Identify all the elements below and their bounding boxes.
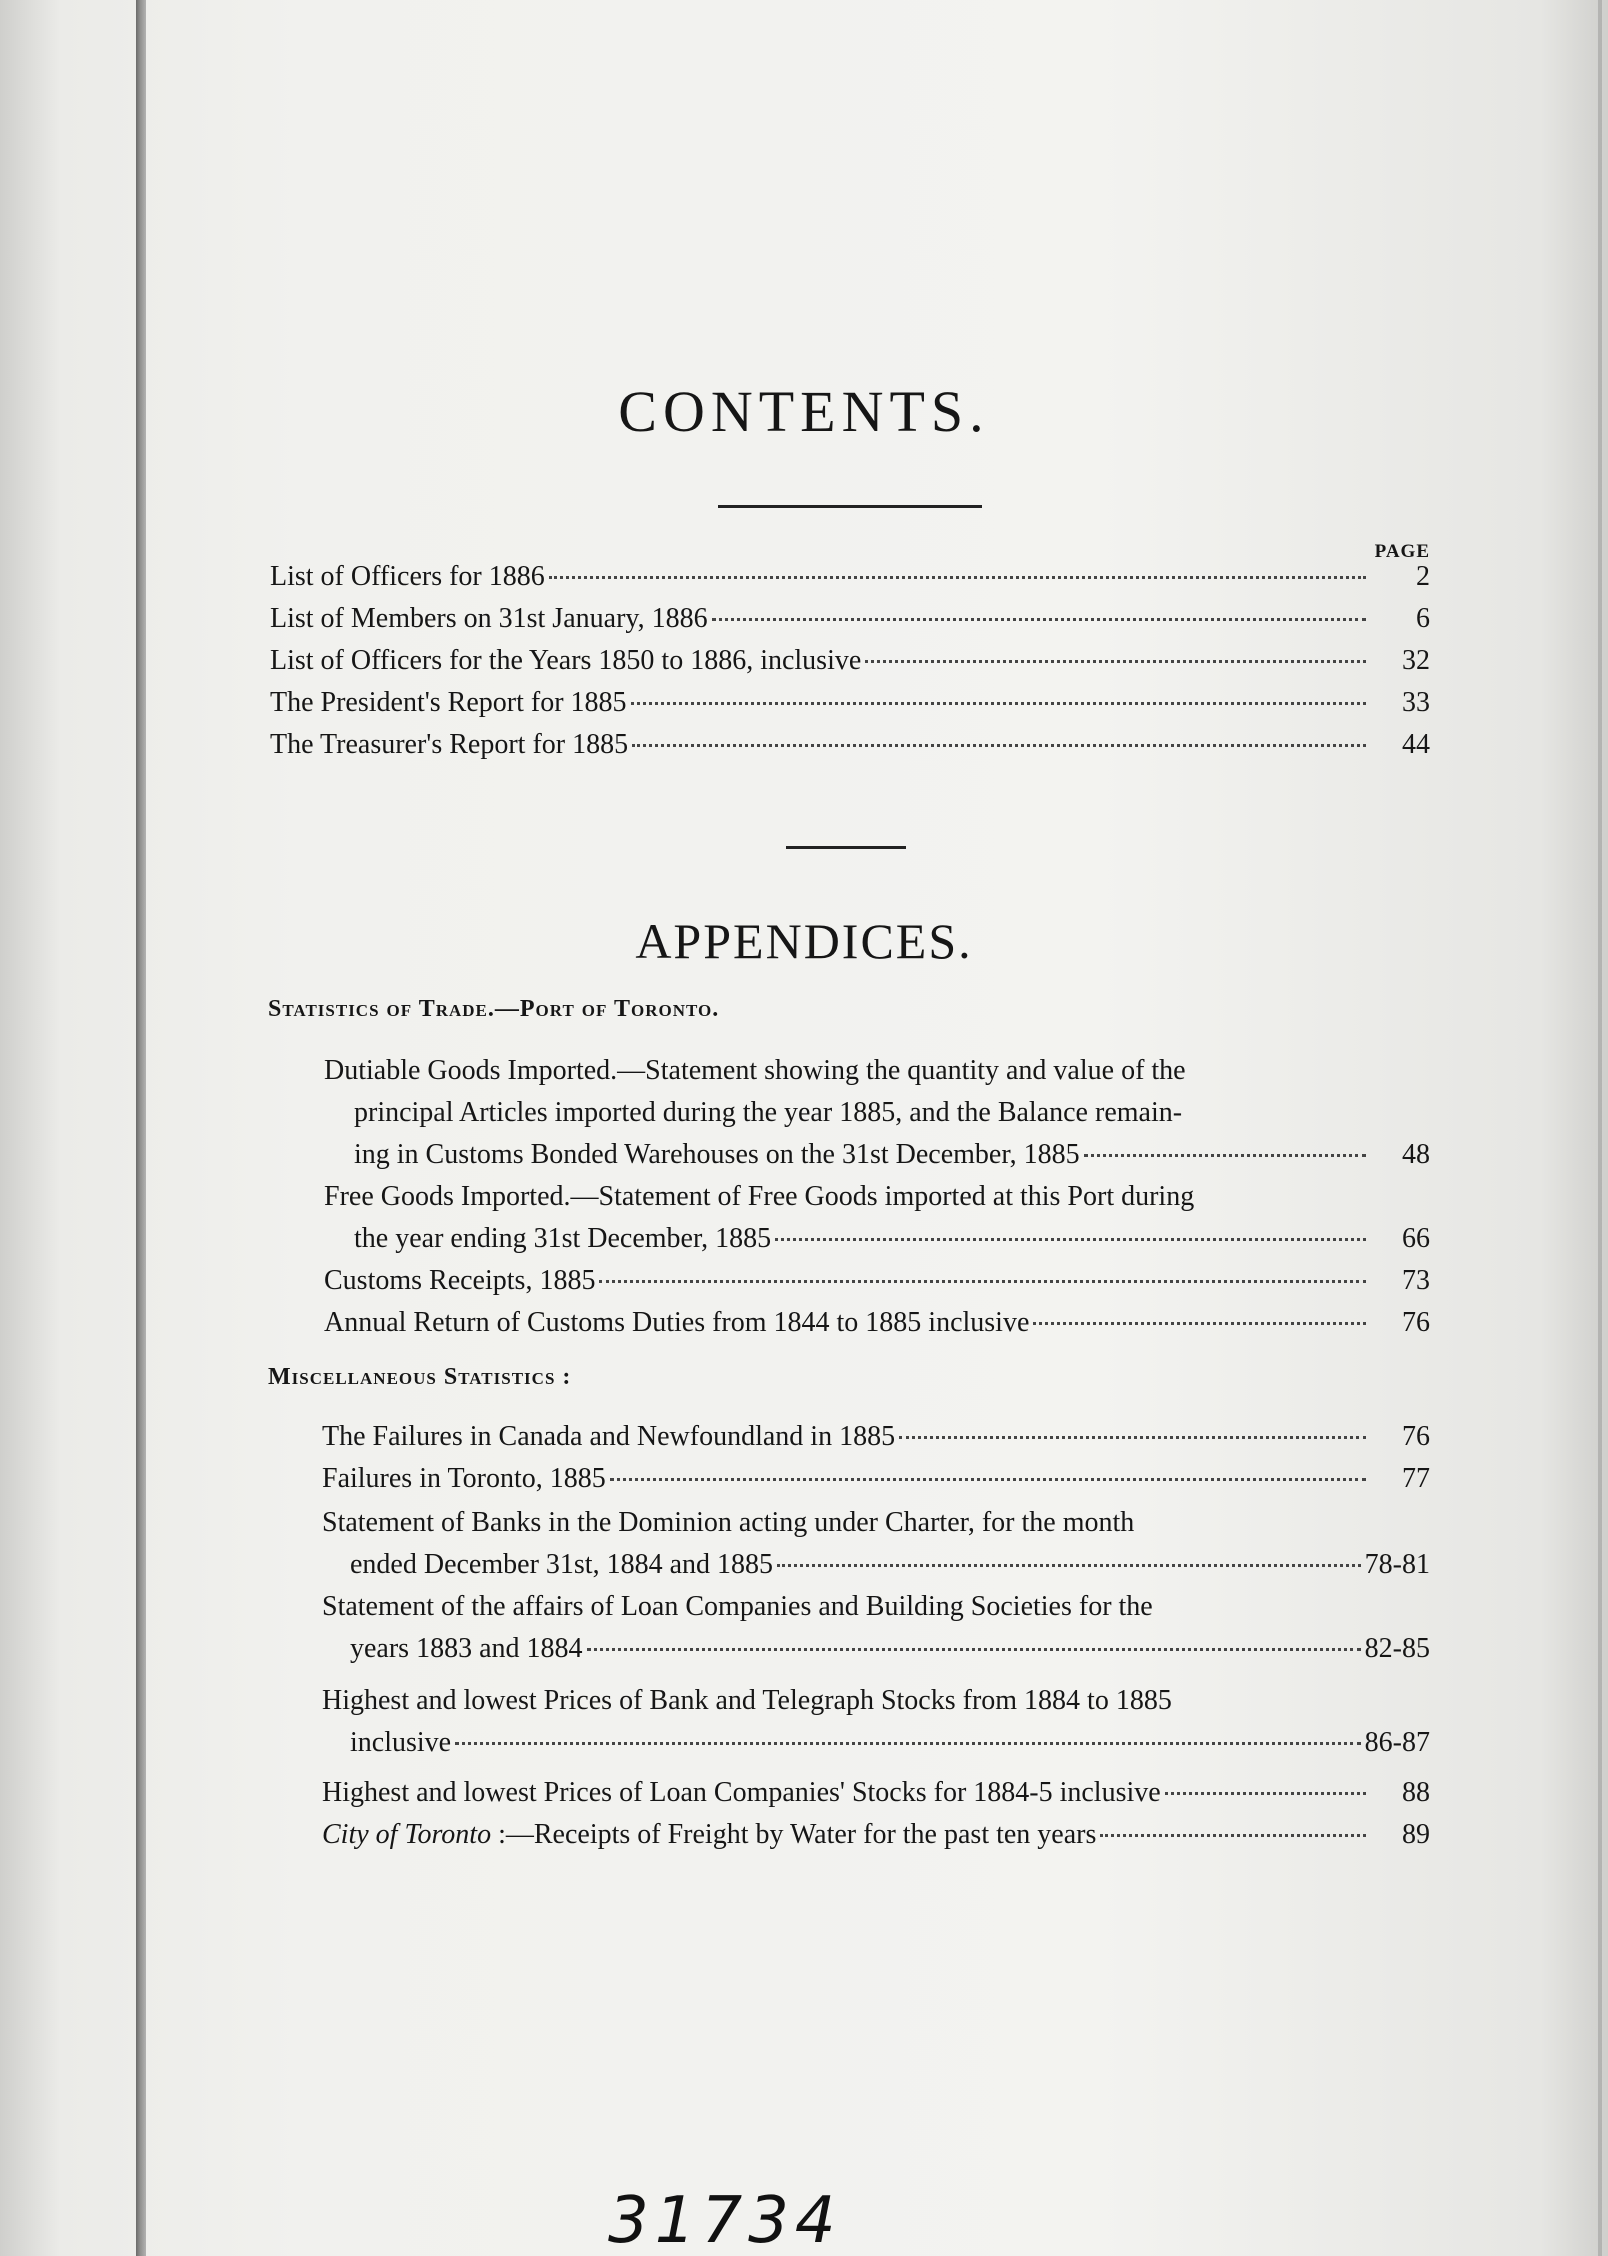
entry-text: ended December 31st, 1884 and 1885 bbox=[350, 1549, 773, 1580]
appendix-entry bbox=[322, 1814, 1430, 1856]
entry-page: 66 bbox=[1402, 1223, 1430, 1254]
entry-page: 33 bbox=[1402, 687, 1430, 718]
entry-label: List of Officers for the Years 1850 to 1886, inclusive bbox=[270, 645, 862, 676]
entry-page: 32 bbox=[1402, 645, 1430, 676]
section-heading: Statistics of Trade.—Port of Toronto. bbox=[268, 996, 720, 1022]
appendix-entry bbox=[322, 1680, 1430, 1764]
entry-italic-prefix: City of Toronto bbox=[322, 1819, 492, 1850]
leader-dots bbox=[549, 576, 1366, 579]
page-column-header: PAGE bbox=[1374, 541, 1430, 562]
entry-label: List of Members on 31st January, 1886 bbox=[270, 603, 708, 634]
binding-edge bbox=[136, 0, 146, 2256]
entry-text: Customs Receipts, 1885 bbox=[324, 1265, 596, 1296]
leader-dots bbox=[775, 1238, 1366, 1241]
handwritten-accession-number: 31734 bbox=[608, 2184, 842, 2256]
leader-dots bbox=[599, 1280, 1366, 1283]
entry-page: 82-85 bbox=[1364, 1633, 1430, 1664]
entry-page: 48 bbox=[1402, 1139, 1430, 1170]
contents-entry bbox=[270, 682, 1430, 724]
entry-label: The Treasurer's Report for 1885 bbox=[270, 729, 629, 760]
leader-dots bbox=[631, 702, 1366, 705]
entry-label: The President's Report for 1885 bbox=[270, 687, 627, 718]
entry-page: 89 bbox=[1402, 1819, 1430, 1850]
entry-text: inclusive bbox=[350, 1727, 452, 1758]
leader-dots bbox=[1084, 1154, 1366, 1157]
entry-text: Statement of the affairs of Loan Companies and Building Societies for the bbox=[322, 1591, 1153, 1622]
contents-entry bbox=[270, 640, 1430, 682]
entry-text: :—Receipts of Freight by Water for the past ten years bbox=[498, 1819, 1097, 1850]
entry-page: 88 bbox=[1402, 1777, 1430, 1808]
entry-page: 76 bbox=[1402, 1307, 1430, 1338]
contents-entry bbox=[270, 556, 1430, 598]
entry-page: 44 bbox=[1402, 729, 1430, 760]
page-edge bbox=[1598, 0, 1602, 2256]
appendices-title: APPENDICES. bbox=[635, 913, 973, 969]
appendix-entry bbox=[322, 1458, 1430, 1500]
appendix-entry bbox=[322, 1416, 1430, 1458]
entry-text: the year ending 31st December, 1885 bbox=[354, 1223, 772, 1254]
entry-text: Failures in Toronto, 1885 bbox=[322, 1463, 606, 1494]
entry-text: ing in Customs Bonded Warehouses on the 31st December, 1885 bbox=[354, 1139, 1080, 1170]
appendix-entry bbox=[322, 1586, 1430, 1670]
appendix-entry bbox=[324, 1176, 1430, 1260]
title-rule bbox=[718, 505, 982, 508]
appendix-entry bbox=[324, 1050, 1430, 1176]
leader-dots bbox=[610, 1478, 1366, 1481]
entry-text: Highest and lowest Prices of Loan Companies' Stocks for 1884-5 inclusive bbox=[322, 1777, 1161, 1808]
section-rule bbox=[786, 846, 906, 849]
leader-dots bbox=[587, 1648, 1361, 1651]
entry-page: 86-87 bbox=[1364, 1727, 1430, 1758]
entry-text: Annual Return of Customs Duties from 1844 to 1885 inclusive bbox=[324, 1307, 1030, 1338]
entry-label: List of Officers for 1886 bbox=[270, 561, 545, 592]
leader-dots bbox=[712, 618, 1366, 621]
leader-dots bbox=[1033, 1322, 1366, 1325]
contents-title: CONTENTS. bbox=[618, 379, 990, 444]
entry-text: Highest and lowest Prices of Bank and Telegraph Stocks from 1884 to 1885 bbox=[322, 1685, 1172, 1716]
section-heading: Miscellaneous Statistics : bbox=[268, 1364, 572, 1390]
contents-entry bbox=[270, 724, 1430, 766]
leader-dots bbox=[777, 1564, 1361, 1567]
entry-page: 77 bbox=[1402, 1463, 1430, 1494]
entry-text: years 1883 and 1884 bbox=[350, 1633, 583, 1664]
entry-text: Statement of Banks in the Dominion acting under Charter, for the month bbox=[322, 1507, 1135, 1538]
leader-dots bbox=[1165, 1792, 1366, 1795]
entry-page: 2 bbox=[1416, 561, 1430, 592]
entry-text: The Failures in Canada and Newfoundland in 1885 bbox=[322, 1421, 896, 1452]
appendix-entry bbox=[322, 1502, 1430, 1586]
appendix-entry bbox=[324, 1260, 1430, 1302]
entry-page: 73 bbox=[1402, 1265, 1430, 1296]
leader-dots bbox=[1100, 1834, 1366, 1837]
entry-text: Dutiable Goods Imported.—Statement showing the quantity and value of the bbox=[324, 1055, 1186, 1086]
leader-dots bbox=[865, 660, 1366, 663]
entry-page: 76 bbox=[1402, 1421, 1430, 1452]
entry-text: Free Goods Imported.—Statement of Free Goods imported at this Port during bbox=[324, 1181, 1195, 1212]
leader-dots bbox=[899, 1436, 1366, 1439]
contents-entry bbox=[270, 598, 1430, 640]
leader-dots bbox=[632, 744, 1366, 747]
entry-text: principal Articles imported during the year 1885, and the Balance remain- bbox=[354, 1097, 1183, 1128]
appendix-entry bbox=[324, 1302, 1430, 1344]
leader-dots bbox=[455, 1742, 1361, 1745]
entry-page: 78-81 bbox=[1364, 1549, 1430, 1580]
entry-page: 6 bbox=[1416, 603, 1430, 634]
appendix-entry bbox=[322, 1772, 1430, 1814]
